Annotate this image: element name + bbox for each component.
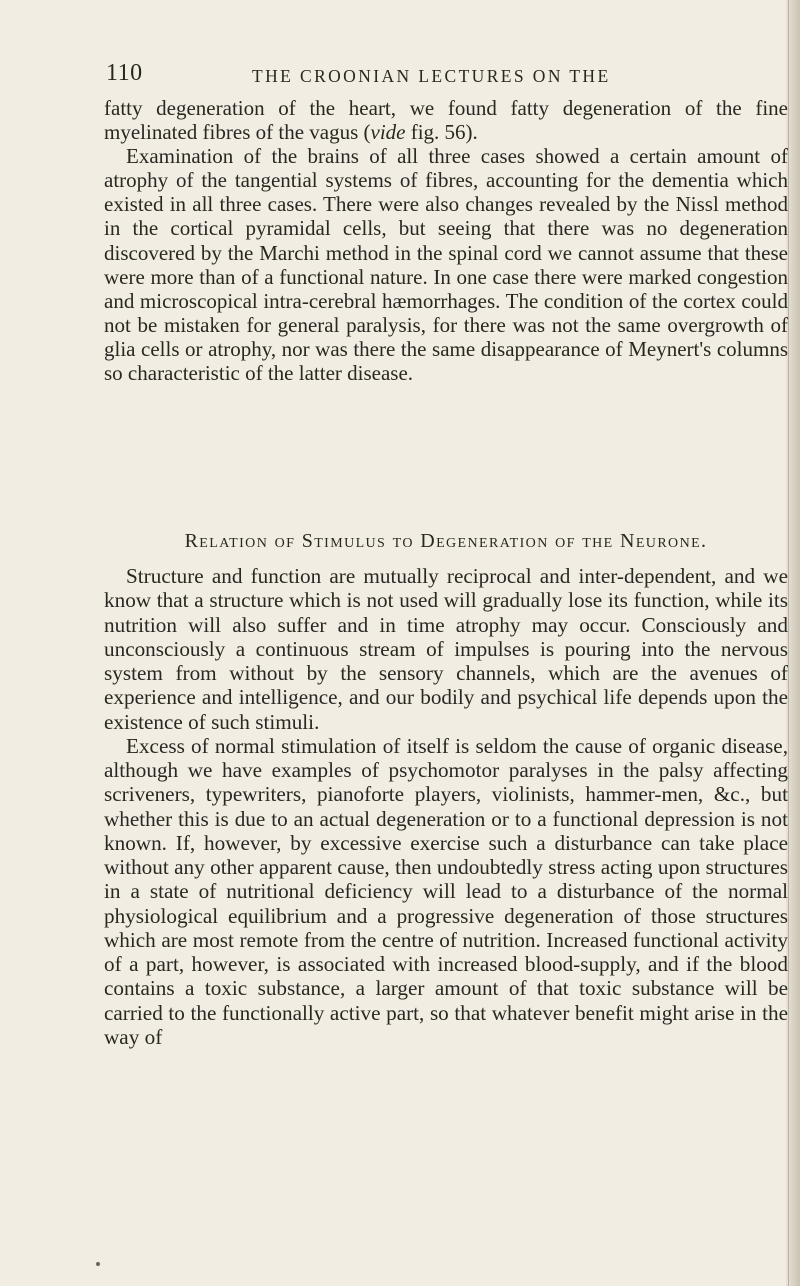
- body-text-upper: [104, 96, 788, 385]
- paragraph: Excess of normal stimulation of itself is seldom the cause of organic disease, although we have examples of psychomotor paralyses in the palsy affecting scriveners, typewriters, pianoforte players, violinists, hammer-men, &c., but whether this is due to an actual degeneration or to a functional depression is not known. If, however, by excessive exercise such a disturbance can take place without any other apparent cause, then undoubtedly stress acting upon structures in a state of nutritional deficiency will lead to a disturbance of the normal physiological equilibrium and a progressive degeneration of those structures which are most remote from the centre of nutrition. Increased functional activity of a part, however, is associated with increased blood-supply, and if the blood contains a toxic substance, a larger amount of that toxic substance will be carried to the functionally active part, so that whatever benefit might arise in the way of: [104, 733, 788, 1049]
- paragraph-text: fig. 56).: [405, 120, 478, 145]
- paragraph-text: fatty degeneration of the heart, we found fatty degeneration of the fine myelinated fibres of the vagus (: [104, 96, 788, 145]
- running-head: THE CROONIAN LECTURES ON THE: [252, 66, 611, 86]
- ink-speck: [96, 1262, 100, 1266]
- page-number: 110: [106, 60, 143, 86]
- paragraph: Structure and function are mutually reciprocal and inter-dependent, and we know that a structure which is not used will gradually lose its function, while its nutrition will also suffer and in time atrophy may occur. Consciously and unconsciously a continuous stream of impulses is pouring into the nervous system from without by the sensory channels, which are the avenues of experience and intelligence, and our bodily and psychical life depends upon the existence of such stimuli.: [104, 564, 788, 734]
- italic-reference: vide: [370, 120, 406, 145]
- body-text-lower: [104, 564, 788, 1049]
- paragraph-continuation: [104, 96, 788, 144]
- section-heading: Relation of Stimulus to Degeneration of the Neurone.: [184, 530, 708, 552]
- page-edge-line: [788, 0, 789, 1286]
- paragraph: Examination of the brains of all three cases showed a certain amount of atrophy of the tangential systems of fibres, accounting for the dementia which existed in all three cases. There were also changes revealed by the Nissl method in the cortical pyramidal cells, but seeing that there was no degeneration discovered by the Marchi method in the spinal cord we cannot assume that these were more than of a functional nature. In one case there were marked congestion and microscopical intra-cerebral hæmorrhages. The condition of the cortex could not be mistaken for general paralysis, for there was not the same overgrowth of glia cells or atrophy, nor was there the same disappearance of Meynert's columns so characteristic of the latter disease.: [104, 144, 788, 386]
